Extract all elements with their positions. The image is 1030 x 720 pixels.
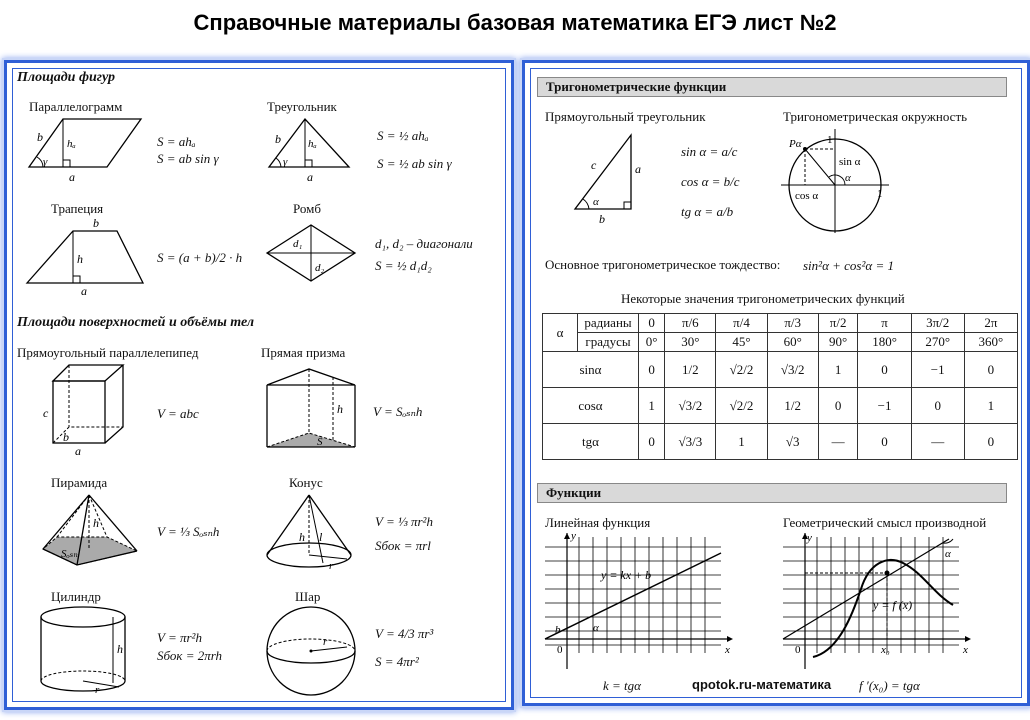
circle-sin: sin α: [839, 156, 861, 168]
rt-a: a: [635, 162, 641, 176]
sphere-formula-2: S = 4πr²: [375, 654, 419, 669]
der-x-label: x: [963, 644, 968, 656]
cone-formula-1: V = ⅓ πr²h: [375, 514, 433, 529]
parallelogram-gamma: γ: [43, 156, 48, 168]
cone-h: h: [299, 530, 305, 544]
right-panel: [522, 60, 1030, 706]
radians-label: радианы: [578, 314, 639, 333]
cone-label: Конус: [289, 475, 323, 490]
trapezoid-formula: S = (a + b)/2 · h: [157, 250, 243, 265]
sin-cell: 0: [964, 352, 1017, 388]
der-eq: y = f (x): [873, 598, 913, 612]
cylinder-h: h: [117, 642, 123, 656]
rt-cos-formula: cos α = b/c: [681, 174, 740, 189]
prism-label: Прямая призма: [261, 345, 346, 360]
cylinder-formula-2: Sбок = 2πrh: [157, 648, 223, 663]
trapezoid-a: a: [81, 284, 87, 298]
parallelogram-label: Параллелограмм: [29, 99, 123, 114]
lin-y-label: y: [571, 530, 576, 542]
rad-cell: 3π/2: [911, 314, 964, 333]
left-panel: [4, 60, 514, 710]
derivative-graph: [783, 533, 973, 673]
sin-cell: √2/2: [716, 352, 767, 388]
functions-section-header: Функции: [537, 483, 1007, 503]
table-alpha-cell: α: [543, 314, 578, 352]
box-formula: V = abc: [157, 406, 199, 421]
cylinder-figure: [37, 603, 137, 697]
parallelogram-b: b: [37, 130, 43, 144]
deg-cell: 0°: [639, 333, 665, 352]
trig-section-header: Тригонометрические функции: [537, 77, 1007, 97]
credit-label: qpotok.ru-математика: [692, 677, 832, 692]
lin-x-label: x: [725, 644, 730, 656]
trapezoid-h: h: [77, 252, 83, 266]
rad-cell: π/6: [665, 314, 716, 333]
parallelogram-h: hₐ: [67, 138, 76, 150]
cos-cell: 1/2: [767, 388, 818, 424]
table-caption: Некоторые значения тригонометрических функций: [621, 291, 905, 306]
triangle-formula-1: S = ½ ahₐ: [377, 128, 429, 143]
tg-cell: —: [818, 424, 858, 460]
right-triangle-label: Прямоугольный треугольник: [545, 109, 706, 124]
cylinder-r: r: [95, 684, 100, 696]
box-figure: [43, 361, 137, 458]
pyramid-label: Пирамида: [51, 475, 108, 490]
rad-cell: 0: [639, 314, 665, 333]
prism-s: S: [317, 436, 323, 448]
pyramid-formula: V = ⅓ Sₒₛₙh: [157, 524, 220, 539]
derivative-k-formula: f ′(x₀) = tgα: [859, 678, 920, 693]
trapezoid-figure: [23, 216, 153, 298]
trig-circle-label: Тригонометрическая окружность: [783, 109, 968, 124]
tg-cell: 0: [964, 424, 1017, 460]
sin-cell: 1/2: [665, 352, 716, 388]
linear-function-graph: [545, 530, 733, 673]
linear-k-formula: k = tgα: [603, 678, 641, 693]
derivative-label: Геометрический смысл производной: [783, 515, 987, 530]
prism-h: h: [337, 402, 343, 416]
triangle-label: Треугольник: [267, 99, 337, 114]
deg-cell: 180°: [858, 333, 911, 352]
sin-cell: 0: [639, 352, 665, 388]
cos-cell: −1: [858, 388, 911, 424]
rt-alpha: α: [593, 196, 599, 208]
trig-circle-figure: [781, 129, 889, 233]
cos-cell: 0: [818, 388, 858, 424]
prism-figure: [263, 363, 363, 457]
triangle-a: a: [307, 170, 313, 184]
rhombus-label: Ромб: [293, 201, 321, 216]
rhombus-formula-2: S = ½ d₁d₂: [375, 258, 432, 273]
sphere-r: r: [323, 636, 328, 648]
rhombus-figure: [263, 221, 363, 285]
tg-row-label: tgα: [543, 424, 639, 460]
der-y-label: y: [807, 532, 812, 544]
deg-cell: 45°: [716, 333, 767, 352]
box-b: b: [63, 430, 69, 444]
linear-function-label: Линейная функция: [545, 515, 651, 530]
tg-cell: √3: [767, 424, 818, 460]
deg-cell: 30°: [665, 333, 716, 352]
identity-label: Основное тригонометрическое тождество:: [545, 257, 781, 272]
rad-cell: π/4: [716, 314, 767, 333]
rhombus-d1: d₁: [293, 238, 303, 250]
box-c: c: [43, 406, 49, 420]
rt-sin-formula: sin α = a/c: [681, 144, 738, 159]
cone-figure: [261, 491, 361, 573]
sphere-label: Шар: [295, 589, 321, 604]
cylinder-formula-1: V = πr²h: [157, 630, 202, 645]
rad-cell: π: [858, 314, 911, 333]
page-title: Справочные материалы базовая математика ЕГЭ лист №2: [193, 10, 837, 35]
cos-cell: 0: [911, 388, 964, 424]
circle-cos: cos α: [795, 190, 819, 202]
cos-cell: √3/2: [665, 388, 716, 424]
rt-c: c: [591, 158, 597, 172]
cos-cell: 1: [639, 388, 665, 424]
parallelogram-figure: [21, 115, 151, 184]
circle-alpha: α: [845, 172, 851, 184]
circle-p: Pα: [789, 138, 802, 150]
lin-b: b: [555, 624, 561, 636]
lin-eq: y = kx + b: [601, 568, 652, 582]
tg-cell: 1: [716, 424, 767, 460]
sphere-formula-1: V = 4/3 πr³: [375, 626, 434, 641]
der-origin: 0: [795, 644, 801, 656]
deg-cell: 360°: [964, 333, 1017, 352]
deg-cell: 270°: [911, 333, 964, 352]
tg-cell: —: [911, 424, 964, 460]
sin-cell: 1: [818, 352, 858, 388]
sin-cell: −1: [911, 352, 964, 388]
triangle-formula-2: S = ½ ab sin γ: [377, 156, 452, 171]
degrees-label: градусы: [578, 333, 639, 352]
parallelogram-formula-2: S = ab sin γ: [157, 151, 219, 166]
cos-row-label: cosα: [543, 388, 639, 424]
triangle-b: b: [275, 132, 281, 146]
trig-values-table: [542, 313, 1018, 460]
triangle-h: hₐ: [308, 138, 317, 150]
cone-r: r: [329, 560, 334, 572]
rt-tg-formula: tg α = a/b: [681, 204, 734, 219]
parallelogram-a: a: [69, 170, 75, 184]
rad-cell: 2π: [964, 314, 1017, 333]
box-a: a: [75, 444, 81, 458]
trapezoid-label: Трапеция: [51, 201, 104, 216]
deg-cell: 60°: [767, 333, 818, 352]
identity-formula: sin²α + cos²α = 1: [803, 258, 894, 273]
rad-cell: π/3: [767, 314, 818, 333]
sin-cell: 0: [858, 352, 911, 388]
cone-l: l: [319, 530, 323, 544]
tg-cell: 0: [639, 424, 665, 460]
triangle-gamma: γ: [283, 156, 288, 168]
der-alpha: α: [945, 548, 951, 560]
tg-cell: √3/3: [665, 424, 716, 460]
circle-one-right: 1: [877, 188, 883, 200]
triangle-figure: [265, 115, 365, 184]
circle-one-top: 1: [827, 134, 833, 146]
box-label: Прямоугольный параллелепипед: [17, 345, 199, 360]
der-x0: x₀: [881, 644, 890, 656]
rt-b: b: [599, 212, 605, 226]
tg-cell: 0: [858, 424, 911, 460]
pyramid-figure: [37, 491, 147, 569]
rad-cell: π/2: [818, 314, 858, 333]
sphere-figure: [265, 605, 361, 699]
rhombus-formula-1: d₁, d₂ – диагонали: [375, 236, 473, 251]
pyramid-h: h: [93, 516, 99, 530]
cylinder-label: Цилиндр: [51, 589, 101, 604]
lin-origin: 0: [557, 644, 563, 656]
cos-cell: √2/2: [716, 388, 767, 424]
cos-cell: 1: [964, 388, 1017, 424]
trapezoid-b: b: [93, 216, 99, 230]
volumes-section-title: Площади поверхностей и объёмы тел: [17, 315, 255, 330]
sin-cell: √3/2: [767, 352, 818, 388]
areas-section-title: Площади фигур: [17, 70, 115, 85]
sin-row-label: sinα: [543, 352, 639, 388]
lin-alpha: α: [593, 622, 599, 634]
deg-cell: 90°: [818, 333, 858, 352]
rhombus-d2: d₂: [315, 262, 325, 274]
parallelogram-formula-1: S = ahₐ: [157, 134, 196, 149]
pyramid-s: Sₒₛₙ: [61, 548, 78, 560]
prism-formula: V = Sₒₛₙh: [373, 404, 423, 419]
right-triangle-figure: [569, 129, 649, 226]
cone-formula-2: Sбок = πrl: [375, 538, 431, 553]
